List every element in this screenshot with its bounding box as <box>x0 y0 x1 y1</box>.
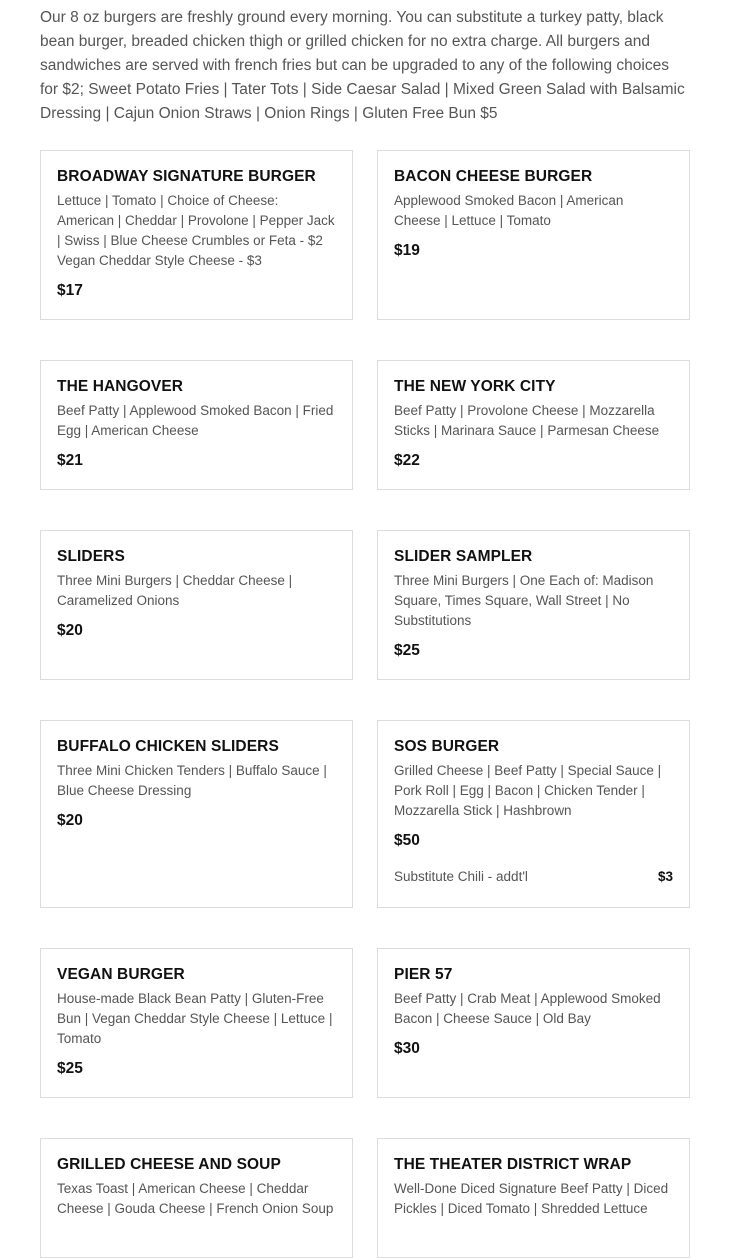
menu-item-price: $19 <box>394 242 420 259</box>
menu-item-pier-57 <box>377 948 690 1098</box>
menu-item-price: $25 <box>57 1060 83 1077</box>
menu-item-the-hangover <box>40 360 353 490</box>
menu-item-buffalo-chicken-sliders <box>40 720 353 908</box>
menu-item-price: $20 <box>57 622 83 639</box>
menu-item-price: $50 <box>394 832 420 849</box>
menu-item-title: BACON CHEESE BURGER <box>394 168 593 185</box>
menu-item-title: GRILLED CHEESE AND SOUP <box>57 1156 281 1173</box>
menu-item-price: $25 <box>394 642 420 659</box>
menu-item-sliders <box>40 530 353 680</box>
menu-item-title: SLIDER SAMPLER <box>394 548 533 565</box>
menu-item-price: $21 <box>57 452 83 469</box>
menu-item-title: THE NEW YORK CITY <box>394 378 556 395</box>
addon-price: $3 <box>657 869 673 884</box>
menu-item-description: Texas Toast | American Cheese | Cheddar Cheese | Gouda Cheese | French Onion Soup <box>57 1181 334 1216</box>
menu-item-title: BUFFALO CHICKEN SLIDERS <box>57 738 279 755</box>
menu-item-the-new-york-city <box>377 360 690 490</box>
menu-item-title: PIER 57 <box>394 966 453 983</box>
menu-item-title: THE HANGOVER <box>57 378 184 395</box>
menu-item-slider-sampler <box>377 530 690 680</box>
menu-item-description: Well-Done Diced Signature Beef Patty | Diced Pickles | Diced Tomato | Shredded Lettuce <box>394 1181 669 1216</box>
menu-item-price: $20 <box>57 812 83 829</box>
menu-item-bacon-cheese-burger <box>377 150 690 320</box>
menu-item-title: SOS BURGER <box>394 738 500 755</box>
menu-item-description: Beef Patty | Applewood Smoked Bacon | Fried Egg | American Cheese <box>57 403 334 438</box>
menu-item-description: Three Mini Chicken Tenders | Buffalo Sauce | Blue Cheese Dressing <box>57 763 327 798</box>
menu-item-broadway-signature-burger <box>40 150 353 320</box>
menu-item-description: House-made Black Bean Patty | Gluten-Free Bun | Vegan Cheddar Style Cheese | Lettuce | Tomato <box>57 991 333 1046</box>
menu-item-description: Beef Patty | Provolone Cheese | Mozzarella Sticks | Marinara Sauce | Parmesan Cheese <box>394 403 660 438</box>
addon-label: Substitute Chili - addt'l <box>394 869 528 884</box>
burgers-intro-text: Our 8 oz burgers are freshly ground every morning. You can substitute a turkey patty, black bean burger, breaded chicken thigh or grilled chicken for no extra charge. All burgers and sandwiches are served with french fries but can be upgraded to any of the following choices for $2; Sweet Potato Fries | Tater Tots | Side Caesar Salad | Mixed Green Salad with Balsamic Dressing | Cajun Onion Straws | Onion Rings | Gluten Free Bun $5 <box>40 9 685 122</box>
menu-item-sos-burger <box>377 720 690 908</box>
menu-item-description: Applewood Smoked Bacon | American Cheese | Lettuce | Tomato <box>394 193 624 228</box>
menu-item-description: Lettuce | Tomato | Choice of Cheese: American | Cheddar | Provolone | Pepper Jack | Swiss | Blue Cheese Crumbles or Feta - $2 Vegan Cheddar Style Cheese - $3 <box>57 193 335 268</box>
menu-item-addon <box>394 867 673 887</box>
menu-item-vegan-burger <box>40 948 353 1098</box>
menu-item-grilled-cheese-and-soup <box>40 1138 353 1258</box>
menu-item-price: $22 <box>394 452 420 469</box>
menu-item-description: Three Mini Burgers | Cheddar Cheese | Caramelized Onions <box>57 573 293 608</box>
menu-item-description: Grilled Cheese | Beef Patty | Special Sauce | Pork Roll | Egg | Bacon | Chicken Tender | Mozzarella Stick | Hashbrown <box>394 763 662 818</box>
menu-item-description: Three Mini Burgers | One Each of: Madison Square, Times Square, Wall Street | No Substitutions <box>394 573 654 628</box>
menu-item-the-theater-district-wrap <box>377 1138 690 1258</box>
menu-item-price: $17 <box>57 282 83 299</box>
menu-item-price: $30 <box>394 1040 420 1057</box>
menu-item-title: BROADWAY SIGNATURE BURGER <box>57 168 316 185</box>
menu-item-title: VEGAN BURGER <box>57 966 185 983</box>
menu-item-title: THE THEATER DISTRICT WRAP <box>394 1156 632 1173</box>
menu-item-description: Beef Patty | Crab Meat | Applewood Smoked Bacon | Cheese Sauce | Old Bay <box>394 991 661 1026</box>
menu-item-title: SLIDERS <box>57 548 125 565</box>
